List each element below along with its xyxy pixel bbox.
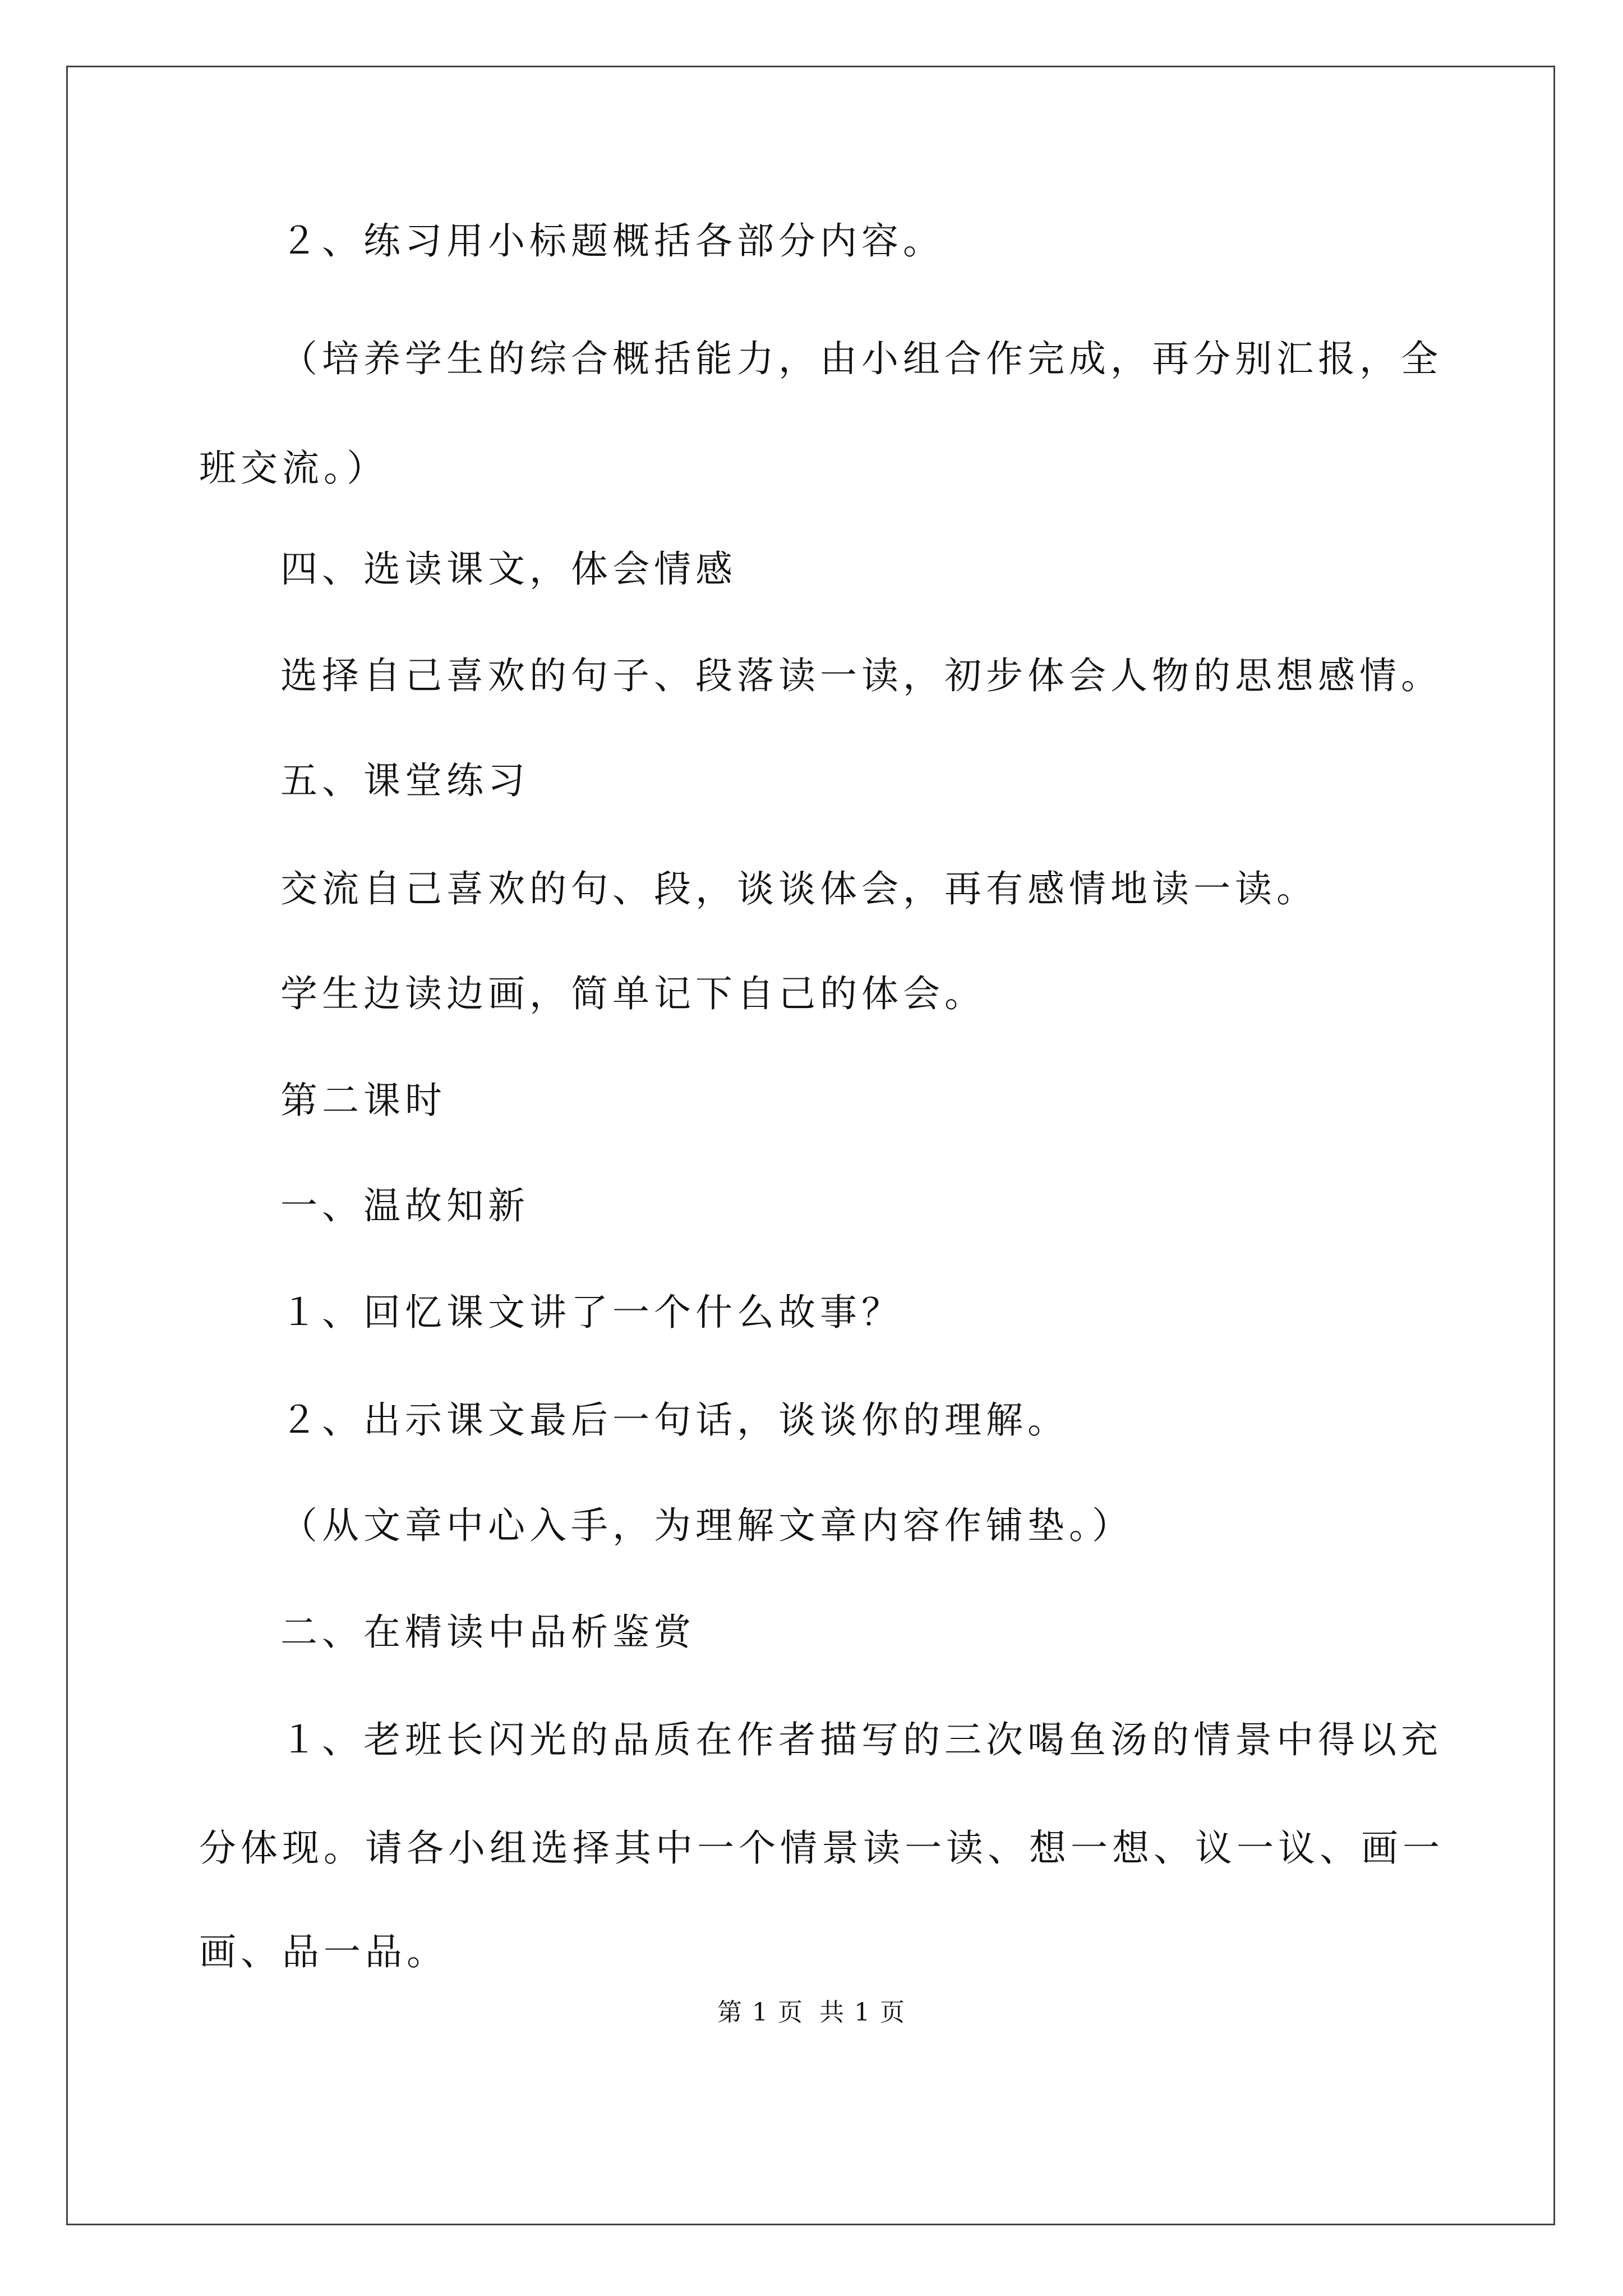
text-line-7: 交流自己喜欢的句、段，谈谈体会，再有感情地读一读。 — [280, 867, 1318, 910]
text-line-9: 第二课时 — [280, 1079, 446, 1122]
text-line-6: 五、课堂练习 — [280, 759, 529, 802]
text-line-4: 四、选读课文，体会情感 — [280, 547, 737, 591]
text-line-16: 分体现。请各小组选择其中一个情景读一读、想一想、议一议、画一 — [199, 1826, 1444, 1870]
text-line-11: １、回忆课文讲了一个什么故事？ — [280, 1291, 903, 1334]
page-footer — [0, 1997, 1623, 2028]
text-line-15: １、老班长闪光的品质在作者描写的三次喝鱼汤的情景中得以充 — [280, 1718, 1442, 1761]
text-line-17: 画、品一品。 — [199, 1930, 448, 1973]
text-line-3: 班交流。） — [199, 447, 388, 490]
text-line-12: ２、出示课文最后一句话，谈谈你的理解。 — [280, 1398, 1069, 1442]
text-line-5: 选择自己喜欢的句子、段落读一读，初步体会人物的思想感情。 — [280, 654, 1442, 697]
text-line-13: （从文章中心入手，为理解文章内容作铺垫。） — [280, 1504, 1133, 1547]
text-line-14: 二、在精读中品析鉴赏 — [280, 1611, 695, 1654]
page-border — [66, 66, 1555, 2225]
page-total: 共 1 页 — [819, 1998, 906, 2027]
page-number: 第 1 页 — [717, 1998, 804, 2027]
text-line-2: （培养学生的综合概括能力，由小组合作完成，再分别汇报，全 — [280, 337, 1442, 380]
text-line-8: 学生边读边画，简单记下自己的体会。 — [280, 972, 986, 1015]
text-line-1: ２、练习用小标题概括各部分内容。 — [280, 219, 944, 263]
text-line-10: 一、温故知新 — [280, 1184, 529, 1227]
